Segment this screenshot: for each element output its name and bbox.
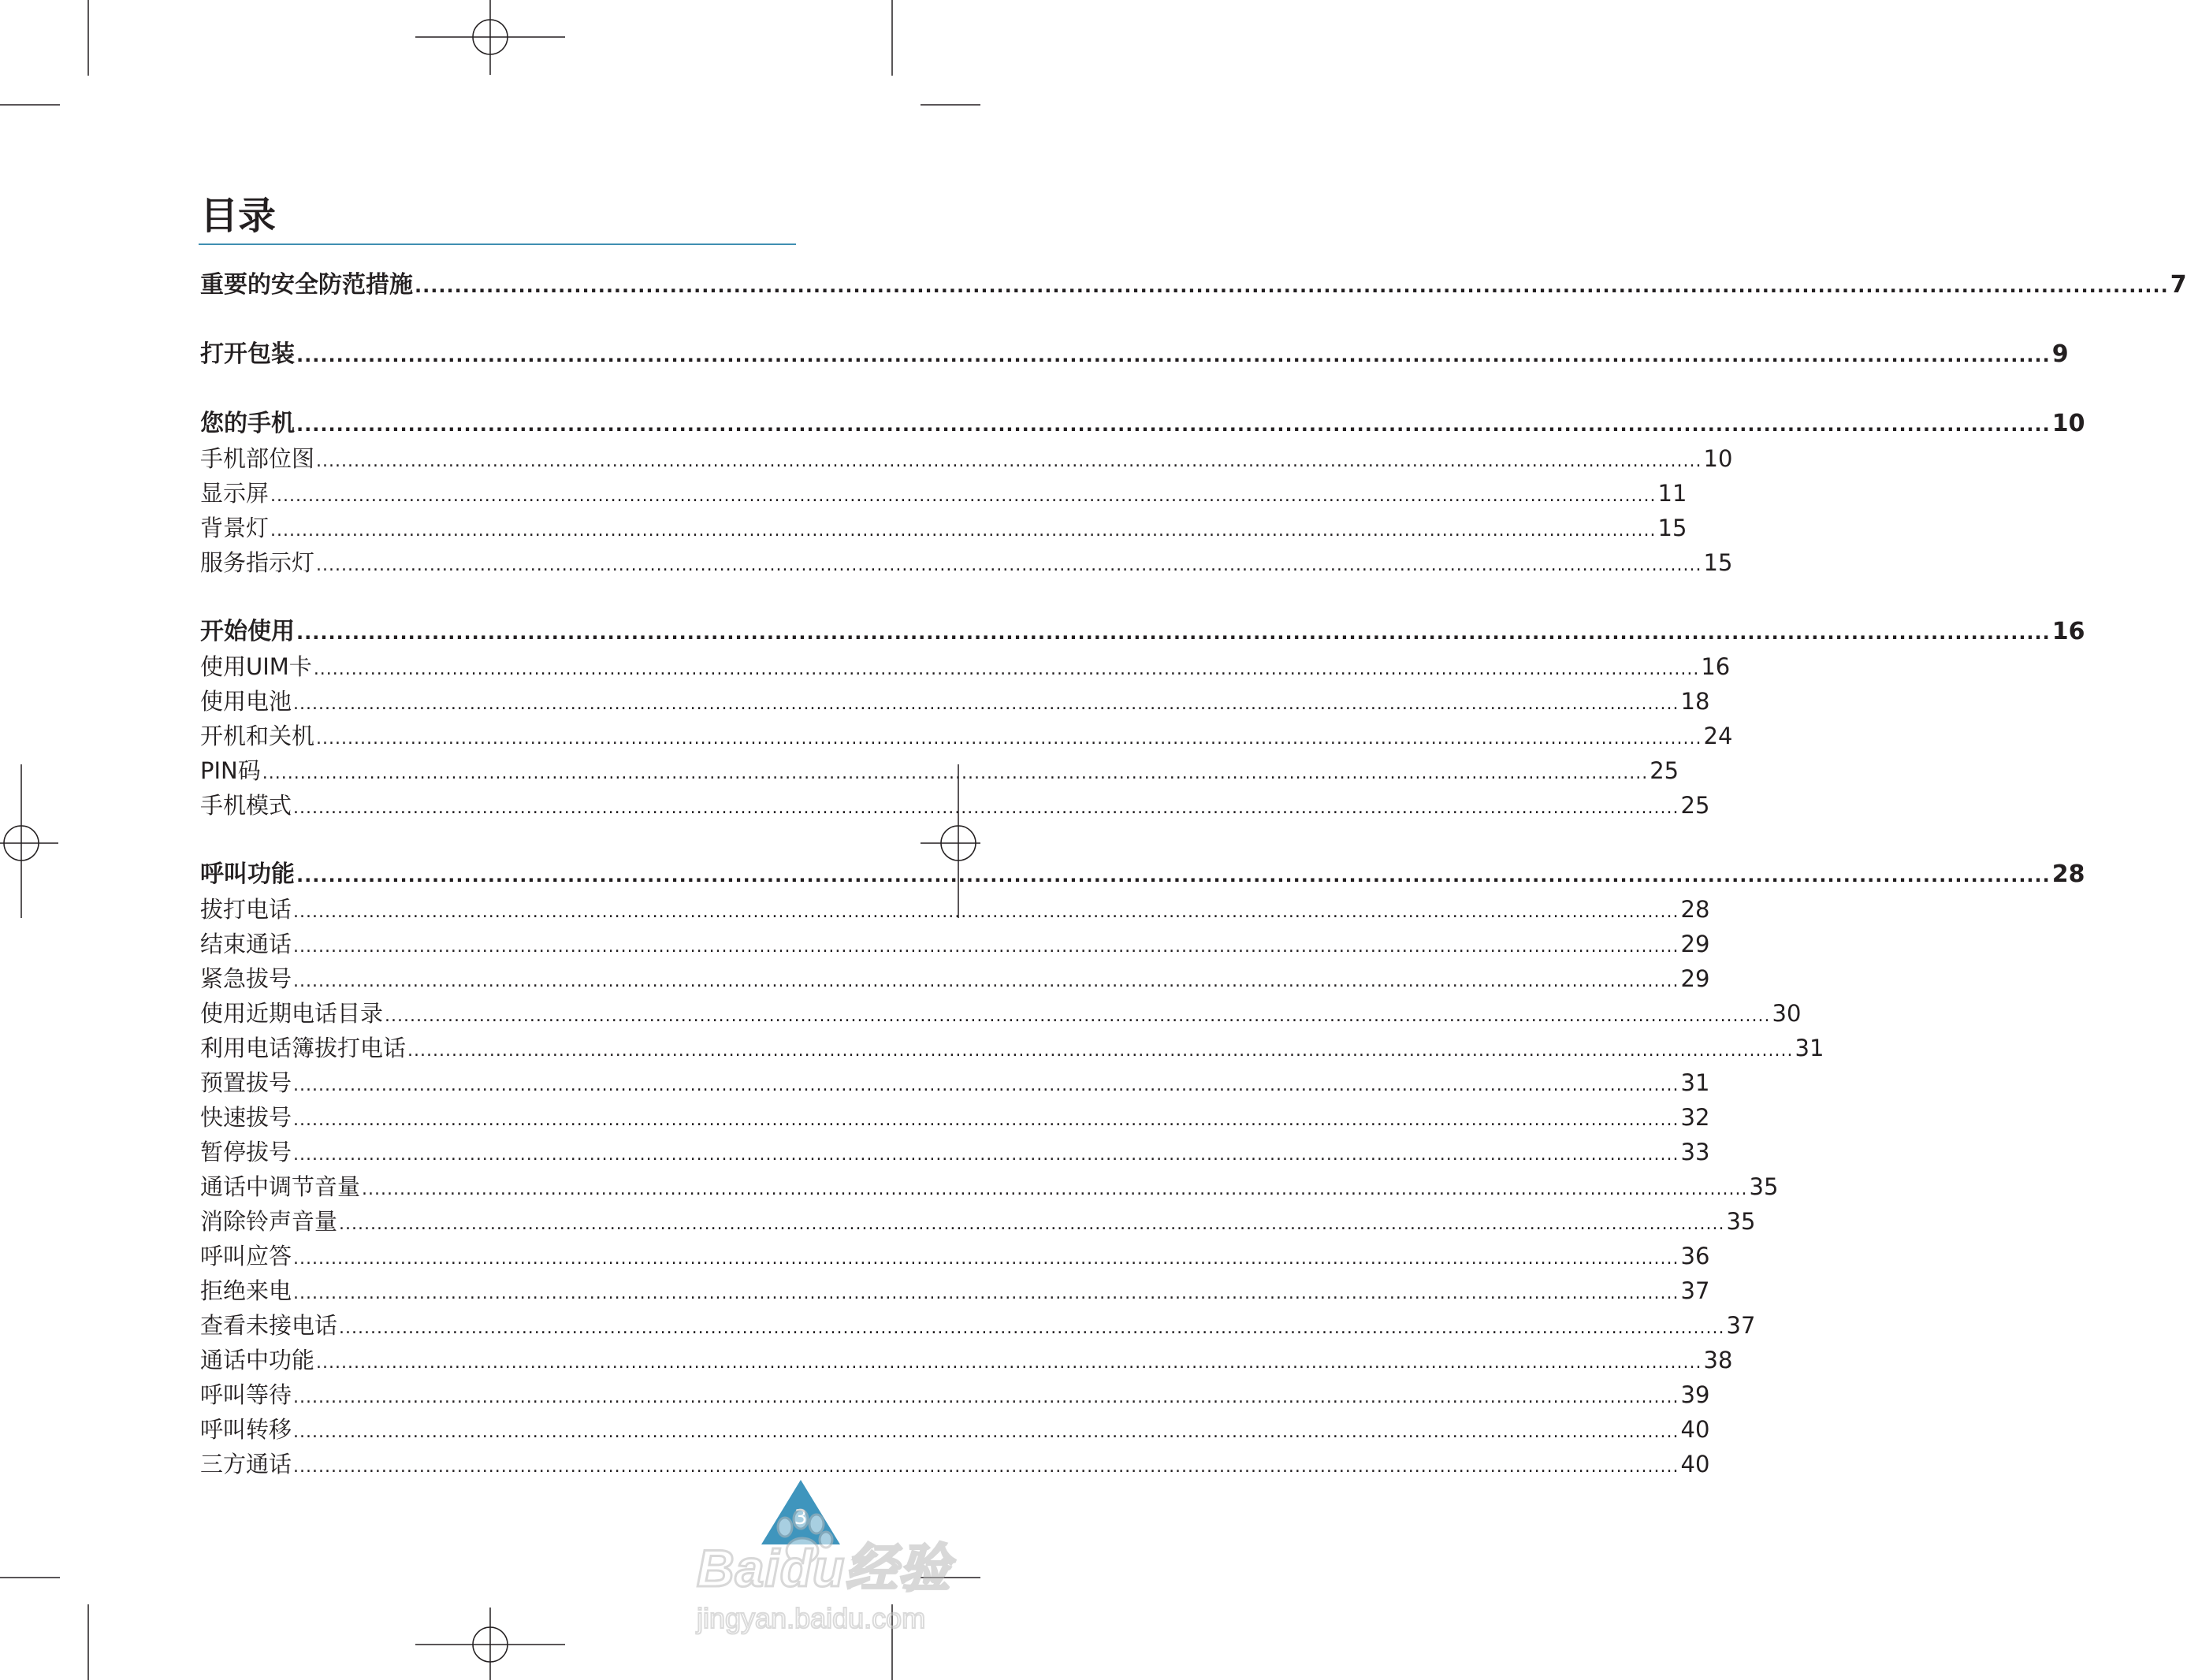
toc-entry: [200, 788, 1710, 823]
toc-entry-page: 11: [1657, 480, 1687, 507]
toc-entry: [200, 1031, 1824, 1065]
dot-leader: ............................................................................................................................................................................................................................: [293, 937, 1679, 957]
toc-entry-page: 25: [1680, 792, 1710, 819]
watermark-logo: Baidu经验: [697, 1539, 951, 1597]
toc-entry-page: 29: [1680, 931, 1710, 957]
toc-entry: [200, 1239, 1710, 1273]
toc-entry-title: 手机模式: [200, 792, 292, 819]
toc-entry: [200, 1377, 1710, 1412]
dot-leader: ............................................................................................................................................................................................................................: [415, 275, 2169, 297]
toc-entry-page: 9: [2051, 340, 2069, 368]
toc-entry-page: 38: [1703, 1347, 1733, 1373]
dot-leader: ............................................................................................................................................................................................................................: [293, 1388, 1679, 1407]
toc-entry: [200, 511, 1687, 545]
toc-entry-page: 37: [1680, 1277, 1710, 1304]
toc-entry-page: 35: [1749, 1173, 1779, 1200]
toc-entry: [200, 927, 1710, 961]
dot-leader: ............................................................................................................................................................................................................................: [293, 902, 1679, 922]
dot-leader: ............................................................................................................................................................................................................................: [316, 1353, 1702, 1373]
title-underline: [199, 243, 796, 245]
toc-entry-title: 利用电话簿拔打电话: [200, 1035, 407, 1061]
toc-entry-page: 29: [1680, 965, 1710, 992]
toc-entry: [200, 545, 1733, 580]
toc-entry-title: 重要的安全防范措施: [200, 271, 413, 299]
toc-entry-page: 25: [1650, 757, 1679, 784]
toc-entry: [200, 961, 1710, 996]
toc-section-entry: [200, 268, 2187, 303]
toc-entry: [200, 1065, 1710, 1100]
registration-mark-top: [415, 0, 565, 75]
table-of-contents: [200, 268, 2187, 1481]
toc-entry-page: 7: [2170, 271, 2187, 299]
toc-entry: [200, 753, 1679, 788]
toc-entry-page: 10: [1703, 445, 1733, 472]
toc-section-entry: [200, 857, 2085, 892]
toc-entry: [200, 1100, 1710, 1135]
toc-entry: [200, 649, 1731, 684]
toc-entry-title: 呼叫功能: [200, 860, 295, 888]
toc-entry-title: 呼叫应答: [200, 1243, 292, 1269]
toc-entry-page: 16: [2051, 618, 2085, 645]
toc-entry-title: 背景灯: [200, 515, 270, 541]
toc-entry-page: 31: [1680, 1069, 1710, 1096]
dot-leader: ............................................................................................................................................................................................................................: [296, 864, 2051, 886]
toc-entry-title: 使用近期电话目录: [200, 1000, 384, 1027]
dot-leader: ............................................................................................................................................................................................................................: [316, 556, 1702, 575]
toc-entry: [200, 1412, 1710, 1447]
toc-entry: [200, 1204, 1756, 1239]
toc-entry-page: 18: [1680, 688, 1710, 715]
dot-leader: ............................................................................................................................................................................................................................: [316, 729, 1702, 749]
toc-entry-page: 16: [1701, 653, 1731, 680]
toc-entry: [200, 1273, 1710, 1308]
dot-leader: ............................................................................................................................................................................................................................: [339, 1214, 1725, 1234]
dot-leader: ............................................................................................................................................................................................................................: [293, 1076, 1679, 1095]
toc-section-entry: [200, 407, 2085, 441]
toc-entry-title: 呼叫等待: [200, 1381, 292, 1408]
toc-entry: [200, 1447, 1710, 1481]
dot-leader: ............................................................................................................................................................................................................................: [293, 1422, 1679, 1442]
toc-entry-title: 消除铃声音量: [200, 1208, 338, 1235]
toc-entry-title: 暂停拔号: [200, 1139, 292, 1165]
toc-entry: [200, 1135, 1710, 1169]
toc-entry-page: 36: [1680, 1243, 1710, 1269]
toc-entry-page: 10: [2051, 410, 2085, 437]
toc-entry-page: 15: [1657, 515, 1687, 541]
toc-entry-title: 呼叫转移: [200, 1416, 292, 1443]
toc-entry: [200, 476, 1687, 511]
registration-mark-left: [0, 764, 58, 918]
toc-entry-title: 预置拔号: [200, 1069, 292, 1096]
toc-entry-title: 通话中功能: [200, 1347, 315, 1373]
toc-entry-title: 服务指示灯: [200, 549, 315, 576]
toc-entry: [200, 1343, 1733, 1377]
dot-leader: ............................................................................................................................................................................................................................: [407, 1041, 1794, 1061]
dot-leader: ............................................................................................................................................................................................................................: [293, 694, 1679, 714]
toc-entry-title: 紧急拔号: [200, 965, 292, 992]
toc-entry: [200, 1169, 1779, 1204]
dot-leader: ............................................................................................................................................................................................................................: [293, 1249, 1679, 1269]
toc-entry-page: 35: [1726, 1208, 1756, 1235]
toc-entry-page: 32: [1680, 1104, 1710, 1131]
dot-leader: ............................................................................................................................................................................................................................: [339, 1318, 1725, 1338]
dot-leader: ............................................................................................................................................................................................................................: [270, 486, 1657, 506]
toc-entry-title: 使用UIM卡: [200, 653, 312, 680]
toc-entry-title: 开机和关机: [200, 723, 315, 749]
toc-entry-page: 31: [1795, 1035, 1824, 1061]
toc-entry-title: 您的手机: [200, 410, 295, 437]
dot-leader: ............................................................................................................................................................................................................................: [362, 1180, 1748, 1199]
toc-entry-page: 28: [2051, 860, 2085, 888]
toc-entry-page: 37: [1726, 1312, 1756, 1339]
dot-leader: ............................................................................................................................................................................................................................: [262, 764, 1649, 783]
toc-entry-title: 快速拔号: [200, 1104, 292, 1131]
dot-leader: ............................................................................................................................................................................................................................: [293, 972, 1679, 991]
dot-leader: ............................................................................................................................................................................................................................: [293, 1284, 1679, 1303]
watermark-url: jingyan.baidu.com: [697, 1602, 926, 1634]
toc-entry: [200, 996, 1802, 1031]
toc-entry-page: 30: [1772, 1000, 1802, 1027]
dot-leader: ............................................................................................................................................................................................................................: [293, 1457, 1679, 1477]
toc-entry: [200, 684, 1710, 719]
toc-entry-page: 40: [1680, 1451, 1710, 1477]
toc-entry-title: 显示屏: [200, 480, 270, 507]
toc-entry-title: 拔打电话: [200, 896, 292, 923]
dot-leader: ............................................................................................................................................................................................................................: [385, 1006, 1771, 1026]
toc-entry: [200, 441, 1733, 476]
toc-section-entry: [200, 337, 2069, 372]
toc-entry-title: 拒绝来电: [200, 1277, 292, 1304]
dot-leader: ............................................................................................................................................................................................................................: [296, 622, 2051, 644]
toc-entry: [200, 719, 1733, 753]
page-title: 目录: [200, 194, 277, 238]
toc-entry-page: 28: [1680, 896, 1710, 923]
toc-entry-page: 33: [1680, 1139, 1710, 1165]
toc-entry-page: 39: [1680, 1381, 1710, 1408]
toc-entry-title: 打开包装: [200, 340, 295, 368]
toc-entry-title: 查看未接电话: [200, 1312, 338, 1339]
toc-entry: [200, 1308, 1756, 1343]
toc-entry-page: 24: [1703, 723, 1733, 749]
dot-leader: ............................................................................................................................................................................................................................: [293, 798, 1679, 818]
dot-leader: ............................................................................................................................................................................................................................: [293, 1145, 1679, 1165]
dot-leader: ............................................................................................................................................................................................................................: [296, 414, 2051, 436]
dot-leader: ............................................................................................................................................................................................................................: [293, 1110, 1679, 1130]
toc-section-entry: [200, 615, 2085, 649]
registration-mark-bottom: [415, 1608, 565, 1680]
toc-entry-title: 三方通话: [200, 1451, 292, 1477]
dot-leader: ............................................................................................................................................................................................................................: [270, 521, 1657, 541]
toc-entry-title: 手机部位图: [200, 445, 315, 472]
toc-entry-page: 15: [1703, 549, 1733, 576]
toc-entry-title: 结束通话: [200, 931, 292, 957]
toc-entry-title: 通话中调节音量: [200, 1173, 361, 1200]
toc-entry-title: 使用电池: [200, 688, 292, 715]
toc-entry-page: 40: [1680, 1416, 1710, 1443]
toc-entry-title: 开始使用: [200, 618, 295, 645]
baidu-jingyan-watermark: [697, 1537, 957, 1647]
dot-leader: ............................................................................................................................................................................................................................: [316, 452, 1702, 471]
toc-entry: [200, 892, 1710, 927]
dot-leader: ............................................................................................................................................................................................................................: [296, 344, 2051, 366]
toc-entry-title: PIN码: [200, 757, 261, 784]
dot-leader: ............................................................................................................................................................................................................................: [313, 660, 1700, 679]
